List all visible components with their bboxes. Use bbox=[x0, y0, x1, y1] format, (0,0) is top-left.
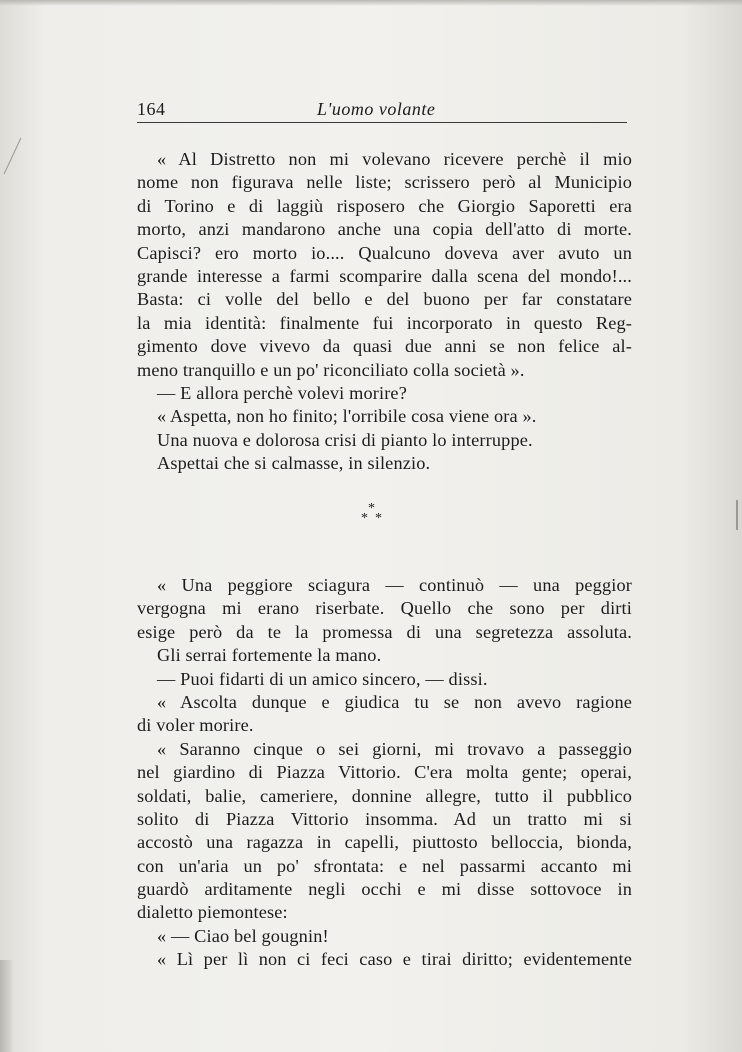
text-line: — Puoi fidarti di un amico sincero, — dissi. bbox=[157, 668, 488, 689]
text-line: guardò arditamente negli occhi e mi disse sottovoce in bbox=[137, 879, 632, 900]
text-line: « Ascolta dunque e giudica tu se non avevo ragione bbox=[157, 691, 632, 712]
page-number: 164 bbox=[137, 99, 166, 119]
text-line: gimento dove vivevo da quasi due anni se non felice al- bbox=[137, 336, 632, 357]
scan-mark bbox=[4, 138, 22, 175]
text-line: Gli serrai fortemente la mano. bbox=[157, 645, 382, 666]
text-line: meno tranquillo e un po' riconciliato colla società ». bbox=[137, 359, 525, 380]
text-line: « Al Distretto non mi volevano ricevere perchè il mio bbox=[157, 149, 632, 169]
text-block-top bbox=[137, 148, 632, 475]
page-top-edge bbox=[0, 0, 742, 6]
text-line: « — Ciao bel gougnin! bbox=[157, 925, 329, 946]
text-line: Aspettai che si calmasse, in silenzio. bbox=[157, 453, 431, 474]
text-line: « Una peggiore sciagura — continuò — una peggior bbox=[157, 575, 632, 595]
text-line: di Torino e di laggiù risposero che Giorgio Saporetti era bbox=[137, 195, 632, 216]
scan-mark bbox=[736, 500, 738, 530]
text-line: vergogna mi erano riserbate. Quello che sono per dirti bbox=[137, 598, 632, 619]
text-line: accostò una ragazza in capelli, piuttosto belloccia, bionda, bbox=[137, 832, 632, 853]
text-line: morto, anzi mandarono anche una copia dell'atto di morte. bbox=[137, 219, 632, 240]
text-line: Basta: ci volle del bello e del buono per far constatare bbox=[137, 289, 632, 310]
text-line: dialetto piemontese: bbox=[137, 902, 288, 923]
asterisk: * bbox=[368, 501, 375, 516]
text-line: nel giardino di Piazza Vittorio. C'era molta gente; operai, bbox=[137, 762, 632, 783]
text-line: con un'aria un po' sfrontata: e nel passarmi accanto mi bbox=[137, 855, 632, 876]
text-line: soldati, balie, cameriere, donnine allegre, tutto il pubblico bbox=[137, 785, 632, 806]
asterisk: * bbox=[361, 511, 368, 526]
text-line: solito di Piazza Vittorio insomma. Ad un tratto mi si bbox=[137, 808, 632, 829]
asterisk: * bbox=[375, 511, 382, 526]
text-line: « Saranno cinque o sei giorni, mi trovavo a passeggio bbox=[157, 738, 632, 759]
text-line: — E allora perchè volevi morire? bbox=[157, 382, 407, 403]
text-line: esige però da te la promessa di una segretezza assoluta. bbox=[137, 621, 632, 642]
text-line: Capisci? ero morto io.... Qualcuno doveva aver avuto un bbox=[137, 242, 632, 263]
text-line: Una nuova e dolorosa crisi di pianto lo interruppe. bbox=[157, 429, 533, 450]
text-line: grande interesse a farmi scomparire dalla scena del mondo!... bbox=[137, 265, 632, 286]
running-title: L'uomo volante bbox=[317, 99, 436, 119]
text-line: « Lì per lì non ci feci caso e tirai diritto; evidentemente bbox=[157, 949, 632, 970]
header-rule bbox=[137, 122, 627, 123]
text-line: di voler morire. bbox=[137, 715, 254, 736]
text-block-bottom bbox=[137, 574, 632, 972]
scan-shadow bbox=[0, 960, 14, 1052]
text-line: la mia identità: finalmente fui incorporato in questo Reg- bbox=[137, 312, 632, 333]
section-break-asterism bbox=[358, 502, 398, 536]
text-line: nome non figurava nelle liste; scrissero però al Municipio bbox=[137, 172, 632, 193]
running-head bbox=[137, 96, 627, 124]
text-line: « Aspetta, non ho finito; l'orribile cosa viene ora ». bbox=[157, 406, 537, 427]
